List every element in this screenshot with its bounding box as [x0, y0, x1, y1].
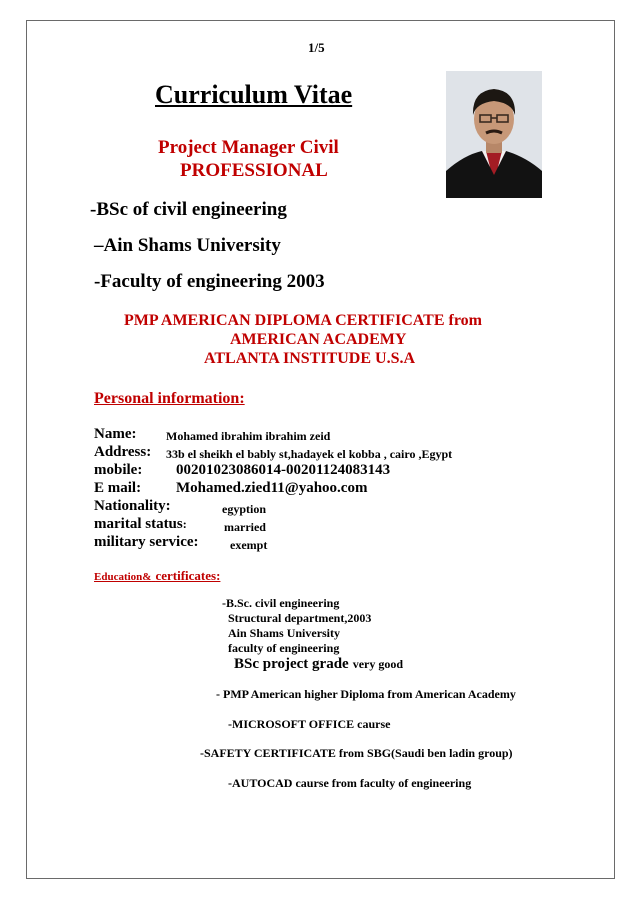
- military-service-label: military service:: [94, 534, 199, 550]
- mobile-value: 00201023086014-00201124083143: [176, 462, 391, 478]
- person-portrait-icon: [446, 71, 542, 198]
- certificate-safety: -SAFETY CERTIFICATE from SBG(Saudi ben ladin group): [200, 746, 513, 760]
- education-heading-part2: certificates:: [155, 568, 221, 583]
- bsc-degree: -B.Sc. civil engineering: [222, 596, 340, 610]
- university-line: –Ain Shams University: [94, 235, 281, 256]
- nationality-value: egyption: [222, 502, 267, 516]
- marital-status-text: marital status: [94, 516, 183, 532]
- email-value: Mohamed.zied11@yahoo.com: [176, 480, 368, 496]
- cv-title: Curriculum Vitae: [155, 80, 353, 109]
- bsc-department: Structural department,2003: [228, 611, 372, 625]
- marital-status-colon: :: [182, 517, 187, 531]
- job-subtitle: PROFESSIONAL: [180, 160, 328, 181]
- bsc-university: Ain Shams University: [228, 626, 341, 640]
- military-service-value: exempt: [230, 538, 268, 552]
- certificate-microsoft-office: -MICROSOFT OFFICE caurse: [228, 717, 391, 731]
- project-grade-label: BSc project grade: [234, 656, 349, 672]
- address-value: 33b el sheikh el bably st,hadayek el kobba , cairo ,Egypt: [166, 447, 453, 461]
- bsc-faculty: faculty of engineering: [228, 641, 340, 655]
- page-number: 1/5: [308, 40, 325, 55]
- pmp-line-3: ATLANTA INSTITUDE U.S.A: [204, 350, 416, 367]
- project-grade-value: very good: [352, 657, 404, 671]
- marital-status-label: [94, 516, 187, 533]
- pmp-line-2: AMERICAN ACADEMY: [230, 331, 407, 348]
- profile-photo: [446, 71, 542, 198]
- degree-line: -BSc of civil engineering: [90, 199, 287, 220]
- nationality-label: Nationality:: [94, 498, 171, 514]
- education-heading: [94, 567, 220, 585]
- faculty-line: -Faculty of engineering 2003: [94, 271, 325, 292]
- email-label: E mail:: [94, 480, 142, 496]
- address-label: Address:: [94, 444, 152, 460]
- certificate-pmp: - PMP American higher Diploma from American Academy: [216, 687, 516, 701]
- mobile-label: mobile:: [94, 462, 143, 478]
- pmp-line-1: PMP AMERICAN DIPLOMA CERTIFICATE from: [124, 312, 482, 329]
- project-grade: [234, 655, 403, 673]
- name-value: Mohamed ibrahim ibrahim zeid: [166, 429, 331, 443]
- certificate-autocad: -AUTOCAD caurse from faculty of engineering: [228, 776, 472, 790]
- education-heading-part1: Education&: [94, 571, 152, 583]
- name-label: Name:: [94, 426, 137, 442]
- job-title: Project Manager Civil: [158, 137, 339, 158]
- marital-status-value: married: [224, 520, 266, 534]
- personal-info-heading: Personal information:: [94, 390, 245, 407]
